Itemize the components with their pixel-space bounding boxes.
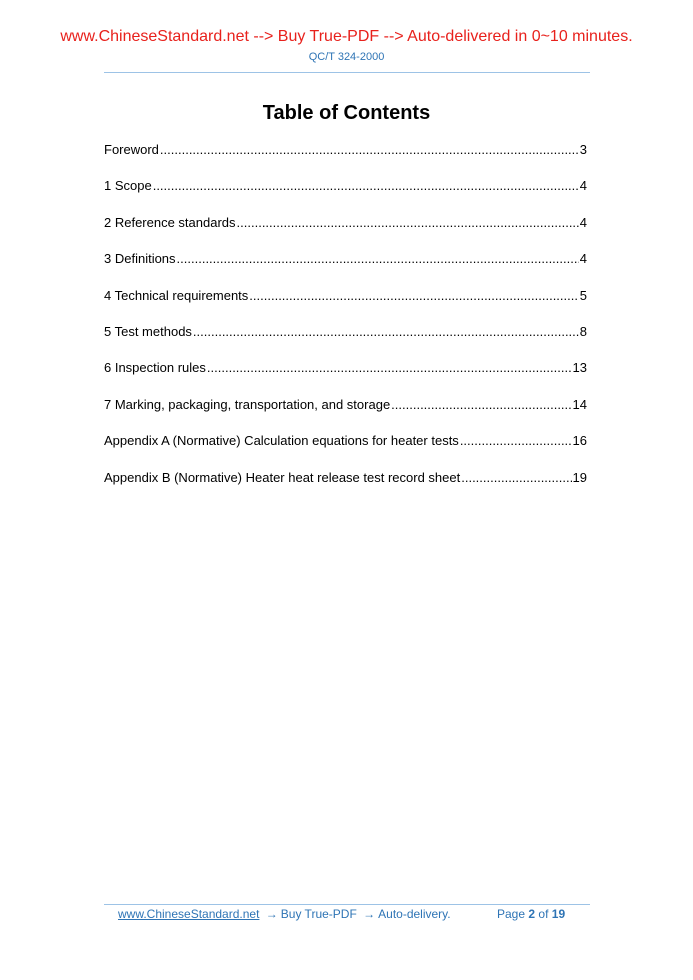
toc-entry-inspection-rules[interactable] <box>104 360 587 396</box>
toc-entry-text: 3 Definitions <box>104 251 176 267</box>
toc-dot-leader <box>249 288 578 304</box>
toc-entry-text: 7 Marking, packaging, transportation, and storage <box>104 396 391 412</box>
toc-page-number: 16 <box>572 433 587 449</box>
footer-buy-text: Buy True-PDF <box>280 907 357 921</box>
arrow-right-icon: → <box>265 907 278 921</box>
toc-dot-leader <box>160 142 579 158</box>
toc-entry-text: Appendix B (Normative) Heater heat release test record sheet <box>104 469 461 485</box>
toc-entry-reference-standards[interactable] <box>104 215 587 251</box>
toc-dot-leader <box>237 215 579 231</box>
toc-entry-foreword[interactable] <box>104 142 587 178</box>
toc-entry-text: 6 Inspection rules <box>104 360 206 376</box>
toc-dot-leader <box>461 470 571 486</box>
toc-entry-text: 4 Technical requirements <box>104 287 249 303</box>
toc-dot-leader <box>193 324 579 340</box>
toc-dot-leader <box>460 433 572 449</box>
toc-page-number: 4 <box>579 214 587 230</box>
toc-entry-appendix-a[interactable] <box>104 433 587 469</box>
table-of-contents <box>104 142 587 506</box>
toc-page-number: 5 <box>579 287 587 303</box>
toc-entry-text: 1 Scope <box>104 178 152 194</box>
page-label: Page <box>497 907 526 921</box>
footer-divider <box>104 904 590 905</box>
page-of-label: of <box>538 907 549 921</box>
toc-dot-leader <box>177 251 579 267</box>
page-total: 19 <box>551 907 566 921</box>
toc-entry-text: 5 Test methods <box>104 323 192 339</box>
toc-page-number: 19 <box>572 469 587 485</box>
toc-entry-text: Appendix A (Normative) Calculation equations for heater tests <box>104 433 459 449</box>
toc-entry-definitions[interactable] <box>104 251 587 287</box>
toc-page-number: 14 <box>572 396 587 412</box>
toc-page-number: 3 <box>579 142 587 157</box>
footer <box>118 907 588 921</box>
toc-page-number: 8 <box>579 323 587 339</box>
toc-entry-appendix-b[interactable] <box>104 470 587 506</box>
document-code: QC/T 324-2000 <box>308 51 385 63</box>
toc-entry-marking-packaging[interactable] <box>104 397 587 433</box>
toc-page-number: 4 <box>579 251 587 267</box>
arrow-right-icon: → <box>363 907 376 921</box>
toc-entry-text: Foreword <box>104 142 159 157</box>
toc-entry-text: 2 Reference standards <box>104 214 236 230</box>
page-current: 2 <box>528 907 536 921</box>
page-indicator <box>497 907 565 921</box>
footer-delivery-text: Auto-delivery. <box>378 907 451 921</box>
toc-dot-leader <box>153 178 579 194</box>
header-divider <box>104 72 590 73</box>
toc-entry-scope[interactable] <box>104 178 587 214</box>
toc-dot-leader <box>391 397 571 413</box>
page-title: Table of Contents <box>262 102 431 124</box>
toc-page-number: 4 <box>579 178 587 194</box>
toc-entry-test-methods[interactable] <box>104 324 587 360</box>
header-banner[interactable]: www.ChineseStandard.net --> Buy True-PDF --> Auto-delivered in 0~10 minutes. <box>60 28 633 45</box>
toc-entry-technical-requirements[interactable] <box>104 288 587 324</box>
toc-page-number: 13 <box>572 360 587 376</box>
footer-site-link[interactable]: www.ChineseStandard.net <box>118 907 260 921</box>
toc-dot-leader <box>207 360 572 376</box>
